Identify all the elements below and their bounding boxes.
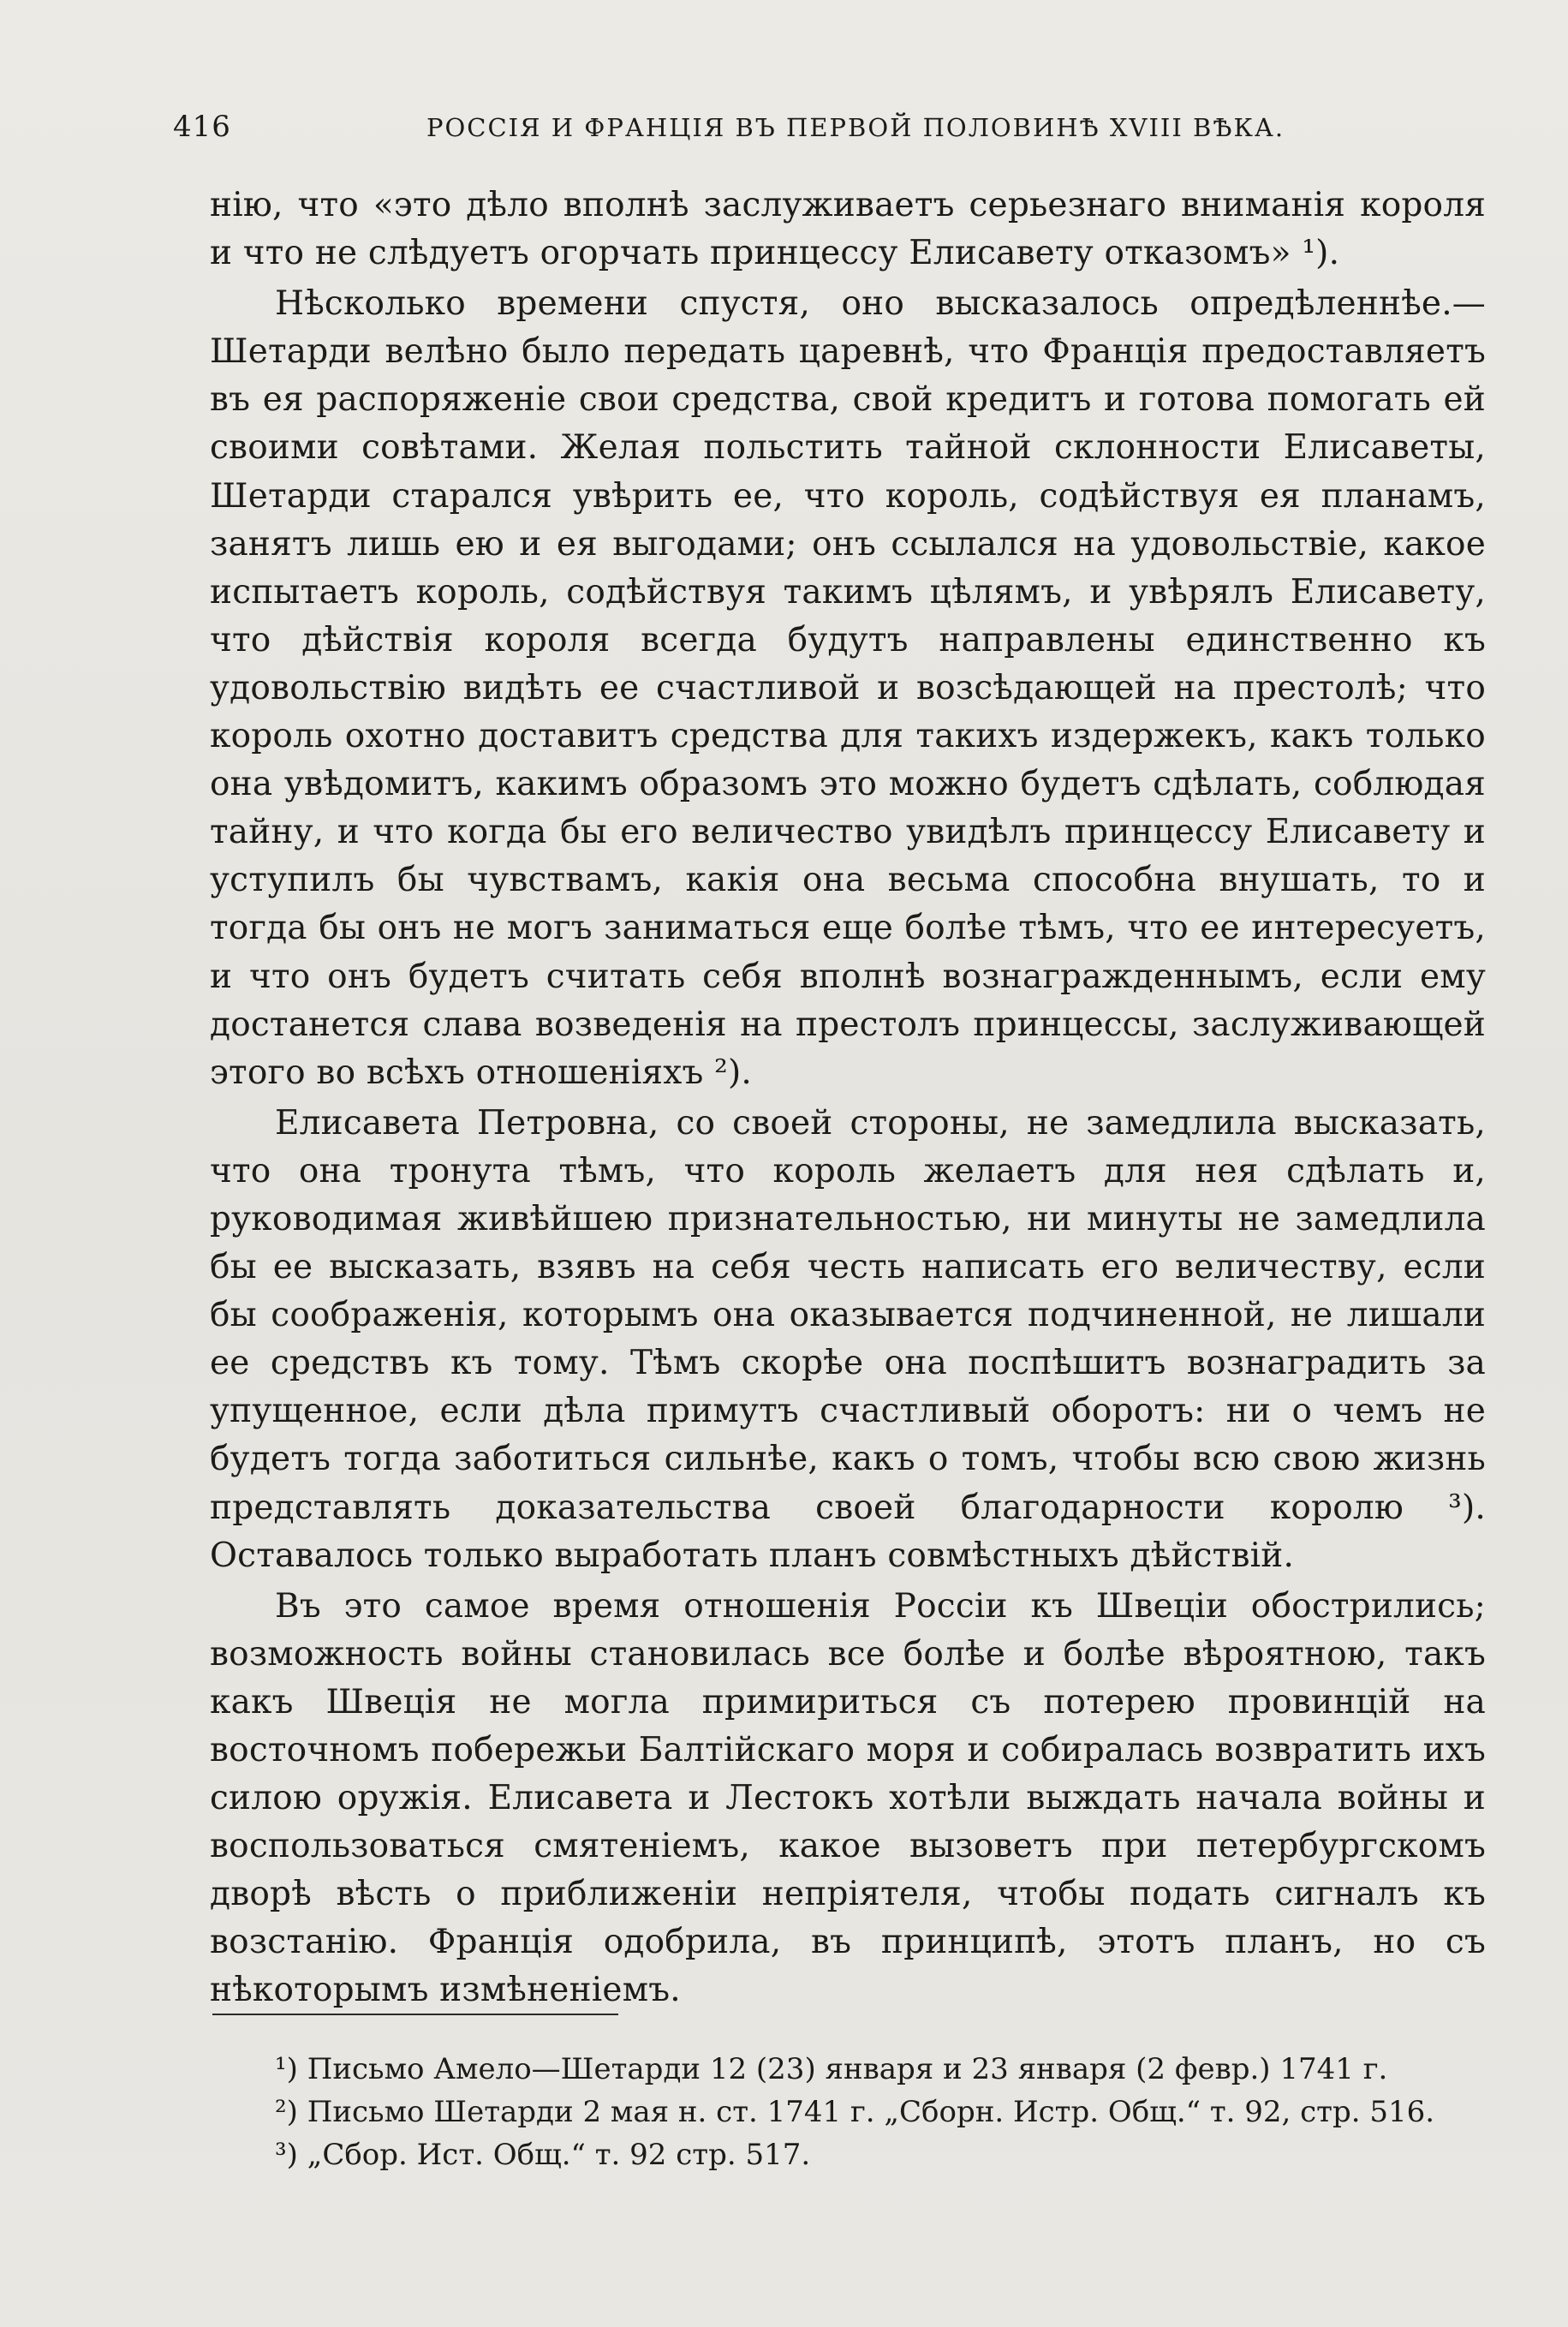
- body-text: [210, 182, 1486, 2015]
- footnotes: [210, 2049, 1486, 2175]
- paragraph: нію, что «это дѣло вполнѣ заслуживаетъ серьезнаго вниманія короля и что не слѣдуетъ огорчать принцессу Елисавету отказомъ» ¹).: [210, 186, 1486, 273]
- paragraph: Нѣсколько времени спустя, оно высказалось опредѣленнѣе.—Шетарди велѣно было передать царевнѣ, что Франція предоставляетъ въ ея распоряженіе свои средства, свой кредитъ и готова помогать ей своими совѣтами. Желая польстить тайной склонности Елисаветы, Шетарди старался увѣрить ее, что король, содѣйствуя ея планамъ, занятъ лишь ею и ея выгодами; онъ ссылался на удовольствіе, какое испытаетъ король, содѣйствуя такимъ цѣлямъ, и увѣрялъ Елисавету, что дѣйствія короля всегда будутъ направлены единственно къ удовольствію видѣть ее счастливой и возсѣдающей на престолѣ; что король охотно доставитъ средства для такихъ издержекъ, какъ только она увѣдомитъ, какимъ образомъ это можно будетъ сдѣлать, соблюдая тайну, и что когда бы его величество увидѣлъ принцессу Елисавету и уступилъ бы чувствамъ, какія она весьма способна внушать, то и тогда бы онъ не могъ заниматься еще болѣе тѣмъ, что ее интересуетъ, и что онъ будетъ считать себя вполнѣ вознагражденнымъ, если ему достанется слава возведенія на престолъ принцессы, заслуживающей этого во всѣхъ отношеніяхъ ²).: [210, 284, 1486, 1092]
- page-header: [173, 110, 1321, 152]
- paragraph: Въ это самое время отношенія Россіи къ Швеціи обострились; возможность войны становилась все болѣе и болѣе вѣроятною, такъ какъ Швеція не могла примириться съ потерею провинцій на восточномъ побережьи Балтійскаго моря и собиралась возвратить ихъ силою оружія. Елисавета и Лестокъ хотѣли выждать начала войны и воспользоваться смятеніемъ, какое вызоветъ при петербургскомъ дворѣ вѣсть о приближеніи непріятеля, чтобы подать сигналъ къ возстанію. Франція одобрила, въ принципѣ, этотъ планъ, но съ нѣкоторымъ измѣненіемъ.: [210, 1586, 1486, 2010]
- running-head: РОССІЯ И ФРАНЦІЯ ВЪ ПЕРВОЙ ПОЛОВИНѢ XVIII ВѢКА.: [426, 113, 1285, 142]
- footnote: ²) Письмо Шетарди 2 мая н. ст. 1741 г. „Сборн. Истр. Общ.“ т. 92, стр. 516.: [275, 2095, 1435, 2129]
- footnote: ¹) Письмо Амело—Шетарди 12 (23) января и 23 января (2 февр.) 1741 г.: [275, 2052, 1388, 2086]
- paragraph: Елисавета Петровна, со своей стороны, не замедлила высказать, что она тронута тѣмъ, что король желаетъ для нея сдѣлать и, руководимая живѣйшею признательностью, ни минуты не замедлила бы ее высказать, взявъ на себя честь написать его величеству, если бы соображенія, которымъ она оказывается подчиненной, не лишали ее средствъ къ тому. Тѣмъ скорѣе она поспѣшитъ вознаградить за упущенное, если дѣла примутъ счастливый оборотъ: ни о чемъ не будетъ тогда заботиться сильнѣе, какъ о томъ, чтобы всю свою жизнь представлять доказательства своей благодарности королю ³). Оставалось только выработать планъ совмѣстныхъ дѣйствій.: [210, 1103, 1486, 1575]
- footnote-divider: [212, 2014, 618, 2015]
- page-number: 416: [173, 110, 231, 144]
- footnote: ³) „Сбор. Ист. Общ.“ т. 92 стр. 517.: [275, 2138, 811, 2172]
